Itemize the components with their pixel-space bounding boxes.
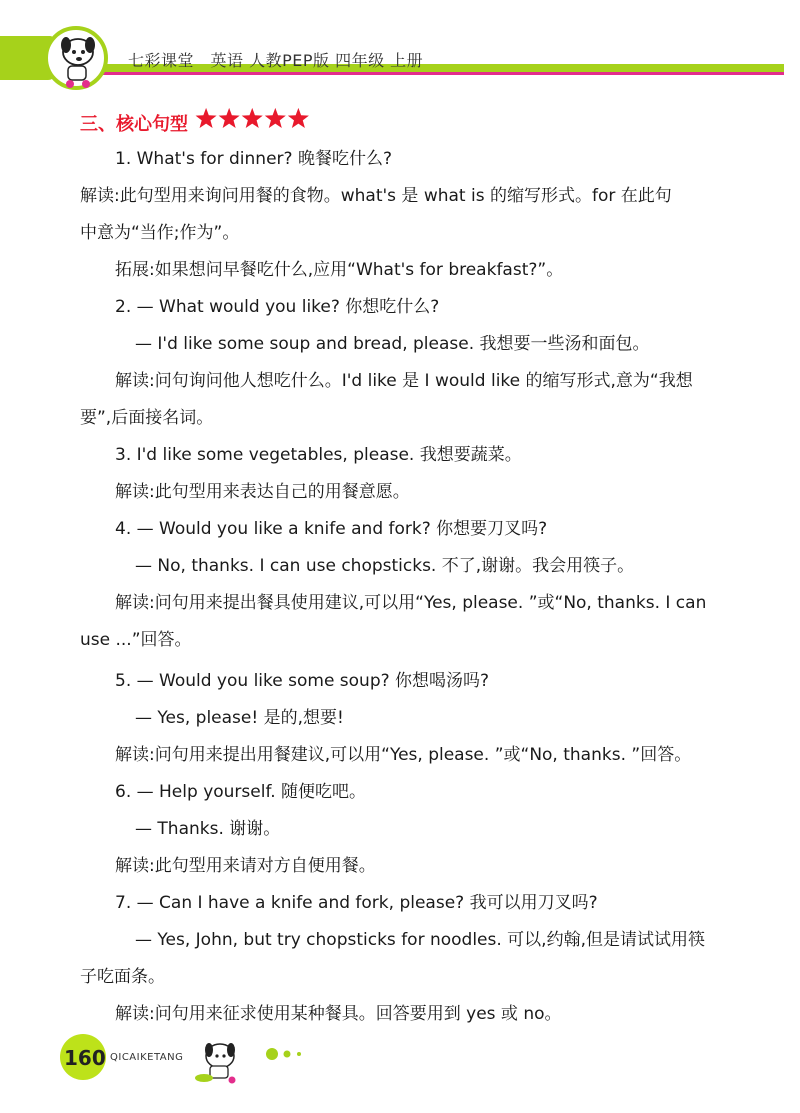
content-line: 1. What's for dinner? 晚餐吃什么? (115, 149, 392, 169)
content-line: 解读:问句用来征求使用某种餐具。回答要用到 yes 或 no。 (115, 1004, 562, 1024)
content-line: — Yes, please! 是的,想要! (135, 708, 344, 728)
star-icon (219, 108, 240, 128)
content-line: 解读:问句用来提出用餐建议,可以用“Yes, please. ”或“No, thanks. ”回答。 (115, 745, 692, 765)
star-icon (265, 108, 286, 128)
content-line: 3. I'd like some vegetables, please. 我想要蔬菜。 (115, 445, 522, 465)
footer-brand: QICAIKETANG (110, 1052, 184, 1063)
content-line: 子吃面条。 (80, 967, 165, 987)
star-icon (288, 108, 309, 128)
content-line: 5. — Would you like some soup? 你想喝汤吗? (115, 671, 490, 691)
content-line: 解读:此句型用来表达自己的用餐意愿。 (115, 482, 410, 502)
page-number: 160 (64, 1046, 106, 1070)
content-line: 解读:此句型用来询问用餐的食物。what's 是 what is 的缩写形式。for 在此句 (80, 186, 672, 206)
content-line: — I'd like some soup and bread, please. 我想要一些汤和面包。 (135, 334, 650, 354)
content-line: 拓展:如果想问早餐吃什么,应用“What's for breakfast?”。 (115, 260, 564, 280)
section-title: 三、核心句型 (80, 114, 188, 135)
header-title: 七彩课堂 英语 人教PEP版 四年级 上册 (128, 51, 424, 70)
content-line: — Thanks. 谢谢。 (135, 819, 281, 839)
content-line: 解读:问句询问他人想吃什么。I'd like 是 I would like 的缩写形式,意为“我想 (115, 371, 693, 391)
content-line: 4. — Would you like a knife and fork? 你想要刀叉吗? (115, 519, 548, 539)
star-icon (196, 108, 217, 128)
content-line: 中意为“当作;作为”。 (80, 223, 240, 243)
content-line: 7. — Can I have a knife and fork, please? 我可以用刀叉吗? (115, 893, 598, 913)
content-line: 2. — What would you like? 你想吃什么? (115, 297, 440, 317)
footer-mascot (190, 1030, 320, 1086)
star-icon (242, 108, 263, 128)
content-line: use ...”回答。 (80, 630, 192, 650)
star-rating (190, 107, 320, 131)
content-line: 6. — Help yourself. 随便吃吧。 (115, 782, 367, 802)
mascot-logo (46, 28, 106, 88)
header-bar (0, 0, 800, 90)
content-line: 要”,后面接名词。 (80, 408, 214, 428)
content-line: 解读:问句用来提出餐具使用建议,可以用“Yes, please. ”或“No, thanks. I can (115, 593, 707, 613)
content-line: — Yes, John, but try chopsticks for noodles. 可以,约翰,但是请试试用筷 (135, 930, 705, 950)
content-line: 解读:此句型用来请对方自便用餐。 (115, 856, 376, 876)
content-line: — No, thanks. I can use chopsticks. 不了,谢谢。我会用筷子。 (135, 556, 635, 576)
